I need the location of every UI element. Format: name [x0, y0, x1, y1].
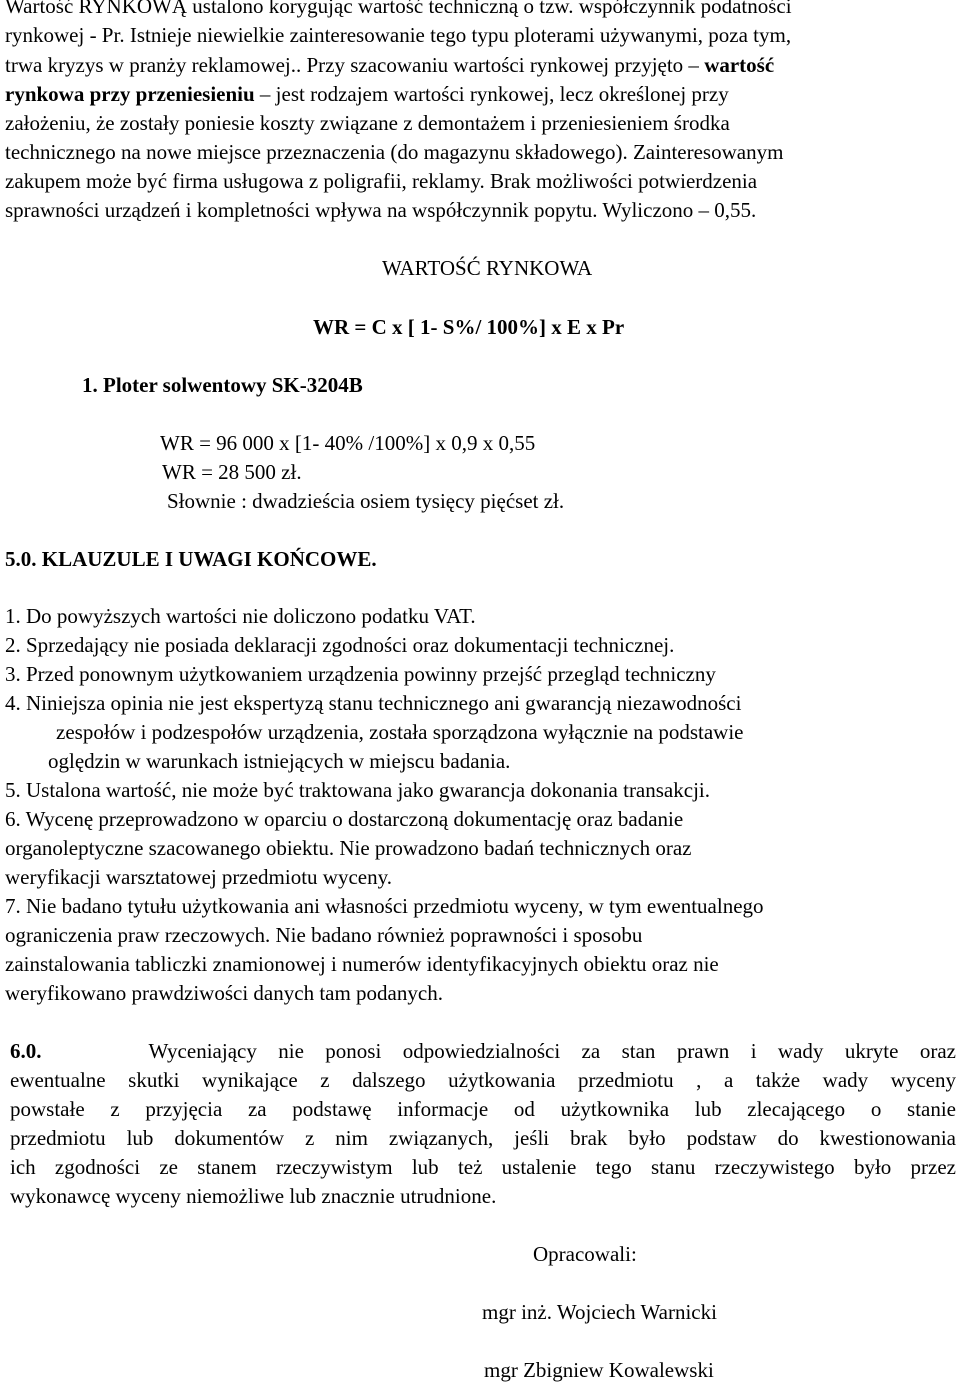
- section6-line-1-text: Wyceniający nie ponosi odpowiedzialności za stan prawn i wady ukryte oraz: [148, 1039, 956, 1063]
- valuation-in-words: Słownie : dwadzieścia osiem tysięcy pięćset zł.: [167, 489, 565, 513]
- intro-term-bold-2: rynkowa przy przeniesieniu: [5, 82, 255, 106]
- intro-line-7: zakupem może być firma usługowa z poligrafii, reklamy. Brak możliwości potwierdzenia: [5, 169, 758, 193]
- intro-line-3-text: trwa kryzys w pranży reklamowej.. Przy szacowaniu wartości rynkowej przyjęto –: [5, 53, 699, 77]
- intro-line-4-text: – jest rodzajem wartości rynkowej, lecz określonej przy: [259, 82, 729, 106]
- section5-heading: 5.0. KLAUZULE I UWAGI KOŃCOWE.: [5, 547, 377, 571]
- section5-item-7-line-1: 7. Nie badano tytułu użytkowania ani własności przedmiotu wyceny, w tym ewentualnego: [5, 894, 764, 918]
- valuation-heading: WARTOŚĆ RYNKOWA: [382, 256, 593, 280]
- signature-person-2: mgr Zbigniew Kowalewski: [484, 1358, 714, 1382]
- section6-line-4: przedmiotu lub dokumentów z nim związanych, jeśli brak było podstaw do kwestionowania: [10, 1126, 956, 1150]
- section5-item-1: 1. Do powyższych wartości nie doliczono podatku VAT.: [5, 604, 476, 628]
- valuation-calc: WR = 96 000 x [1- 40% /100%] x 0,9 x 0,55: [160, 431, 536, 455]
- intro-line-4: [5, 84, 729, 105]
- section6-line-6: wykonawcę wyceny niemożliwe lub znacznie utrudnione.: [10, 1184, 497, 1208]
- intro-line-6: technicznego na nowe miejsce przeznaczenia (do magazynu składowego). Zainteresowanym: [5, 140, 784, 164]
- section5-item-4-line-3: oględzin w warunkach istniejących w miejscu badania.: [48, 749, 511, 773]
- section5-item-2: 2. Sprzedający nie posiada deklaracji zgodności oraz dokumentacji technicznej.: [5, 633, 675, 657]
- intro-line-5: założeniu, że zostały poniesie koszty związane z demontażem i przeniesieniem środka: [5, 111, 730, 135]
- intro-line-1: Wartość RYNKOWĄ ustalono korygując wartość techniczną o tzw. współczynnik podatności: [5, 0, 792, 18]
- section5-item-6-line-1: 6. Wycenę przeprowadzono w oparciu o dostarczoną dokumentację oraz badanie: [5, 807, 684, 831]
- valuation-result: WR = 28 500 zł.: [162, 460, 302, 484]
- section6-number: 6.0.: [10, 1039, 42, 1063]
- intro-term-bold-1: wartość: [704, 53, 775, 77]
- section5-item-4-line-2: zespołów i podzespołów urządzenia, została sporządzona wyłącznie na podstawie: [56, 720, 744, 744]
- section5-item-3: 3. Przed ponownym użytkowaniem urządzenia powinny przejść przegląd techniczny: [5, 662, 716, 686]
- section5-item-6-line-2: organoleptyczne szacowanego obiektu. Nie prowadzono badań technicznych oraz: [5, 836, 692, 860]
- section5-item-5: 5. Ustalona wartość, nie może być traktowana jako gwarancja dokonania transakcji.: [5, 778, 710, 802]
- section5-item-7-line-2: ograniczenia praw rzeczowych. Nie badano również poprawności i sposobu: [5, 923, 643, 947]
- section5-item-6-line-3: weryfikacji warsztatowej przedmiotu wyceny.: [5, 865, 392, 889]
- valuation-formula: WR = C x [ 1- S%/ 100%] x E x Pr: [313, 315, 625, 339]
- valuation-item-title: 1. Ploter solwentowy SK-3204B: [82, 373, 363, 397]
- intro-line-8: sprawności urządzeń i kompletności wpływa na współczynnik popytu. Wyliczono – 0,55.: [5, 198, 757, 222]
- section5-item-4-line-1: 4. Niniejsza opinia nie jest ekspertyzą stanu technicznego ani gwarancją niezawodności: [5, 691, 742, 715]
- section6-line-2: ewentualne skutki wynikające z dalszego użytkowania przedmiotu , a także wady wyceny: [10, 1068, 956, 1092]
- section5-item-7-line-4: weryfikowano prawdziwości danych tam podanych.: [5, 981, 443, 1005]
- section5-item-7-line-3: zainstalowania tabliczki znamionowej i numerów identyfikacyjnych obiektu oraz nie: [5, 952, 719, 976]
- intro-line-2: rynkowej - Pr. Istnieje niewielkie zainteresowanie tego typu ploterami używanymi, poza tym,: [5, 23, 792, 47]
- section6-line-5: ich zgodności ze stanem rzeczywistym lub też ustalenie tego stanu rzeczywistego było przez: [10, 1155, 956, 1179]
- section6-line-1: [10, 1041, 956, 1062]
- section6-line-3: powstałe z przyjęcia za podstawę informacje od użytkownika lub zlecającego o stanie: [10, 1097, 956, 1121]
- intro-line-3: [5, 55, 774, 76]
- signature-person-1: mgr inż. Wojciech Warnicki: [482, 1300, 717, 1324]
- signature-label: Opracowali:: [533, 1242, 637, 1266]
